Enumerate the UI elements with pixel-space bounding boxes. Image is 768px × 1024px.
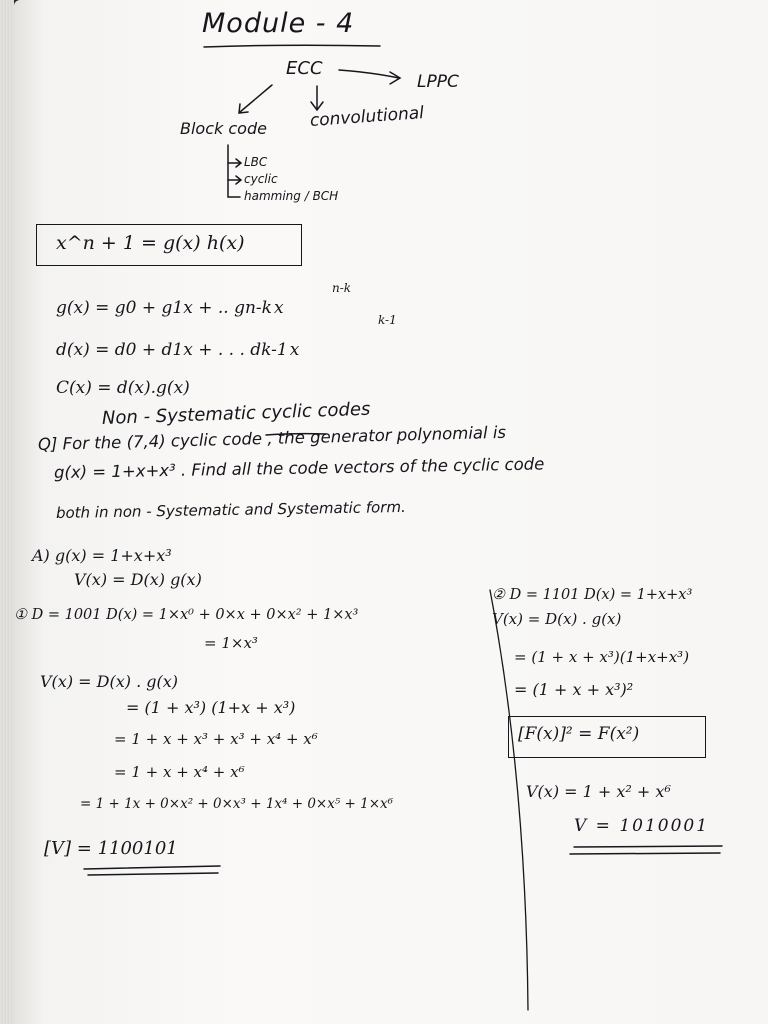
tree-root: ECC [286, 58, 323, 79]
right-col-line-2: V(x) = D(x) . g(x) [492, 610, 622, 628]
answer-line-2: V(x) = D(x) g(x) [74, 570, 202, 589]
right-result-underline-2 [570, 853, 720, 854]
right-col-line-1: ② D = 1101 D(x) = 1+x+x³ [492, 587, 693, 603]
tree-sub-item-cyclic: cyclic [244, 172, 278, 186]
notebook-page [14, 0, 768, 1024]
page-title: Module - 4 [202, 8, 355, 39]
sub-bracket [228, 145, 240, 197]
tree-sub-item-hamming: hamming / BCH [244, 189, 339, 203]
section-underline [266, 434, 326, 435]
right-col-boxed: [F(x)]² = F(x²) [518, 724, 640, 744]
notebook-binding [0, 0, 14, 1024]
question-line-3: both in non - Systematic and Systematic form. [55, 497, 406, 522]
gx-definition: g(x) = g0 + g1x + .. gn-k x [56, 298, 284, 318]
left-col-line-5: = 1 + x + x³ + x³ + x⁴ + x⁶ [114, 730, 318, 748]
tree-mid-child: convolutional [309, 103, 425, 131]
question-line-2: g(x) = 1+x+x³ . Find all the code vectors of the cyclic code [53, 454, 545, 482]
left-col-line-2: = 1×x³ [204, 634, 258, 652]
tree-sub-item-lbc: LBC [244, 155, 268, 169]
question-line-1: Q] For the (7,4) cyclic code , the generator polynomial is [37, 422, 507, 454]
title-underline [204, 45, 380, 47]
tree-left-child: Block code [180, 119, 267, 138]
tree-right: LPPC [417, 72, 459, 92]
right-col-line-4: = (1 + x + x³)² [514, 680, 634, 699]
section-title: Non - Systematic cyclic codes [101, 398, 371, 429]
right-col-line-3: = (1 + x + x³)(1+x+x³) [514, 648, 690, 666]
column-divider [490, 590, 528, 1010]
right-col-result: V = 1010001 [574, 816, 710, 836]
arrow-to-block [240, 85, 272, 112]
left-col-line-7: = 1 + 1x + 0×x² + 0×x³ + 1x⁴ + 0×x⁵ + 1×x⁶ [80, 796, 394, 812]
boxed-equation: x^n + 1 = g(x) h(x) [56, 232, 245, 254]
left-col-line-6: = 1 + x + x⁴ + x⁶ [114, 763, 245, 781]
left-col-line-4: = (1 + x³) (1+x + x³) [126, 698, 296, 717]
dx-text: d(x) = d0 + d1x + . . . dk-1 [56, 340, 288, 360]
left-col-result: [V] = 1100101 [44, 838, 178, 859]
left-col-line-1: ① D = 1001 D(x) = 1×x⁰ + 0×x + 0×x² + 1×x³ [14, 607, 359, 623]
answer-line-1: A) g(x) = 1+x+x³ [32, 546, 172, 565]
pen-strokes [14, 0, 768, 1024]
right-result-underline-1 [574, 846, 722, 847]
left-result-underline-1 [84, 866, 220, 869]
cx-definition: C(x) = d(x).g(x) [56, 378, 190, 398]
dx-superscript: k-1 [378, 313, 397, 327]
left-result-underline-2 [88, 873, 218, 875]
gx-text: g(x) = g0 + g1x + .. gn-k [56, 298, 272, 318]
arrow-to-lppc [339, 70, 399, 78]
dx-definition: d(x) = d0 + d1x + . . . dk-1 x [56, 340, 300, 360]
left-col-line-3: V(x) = D(x) . g(x) [40, 672, 178, 691]
gx-superscript: n-k [332, 281, 352, 295]
right-col-line-5: V(x) = 1 + x² + x⁶ [526, 782, 671, 801]
